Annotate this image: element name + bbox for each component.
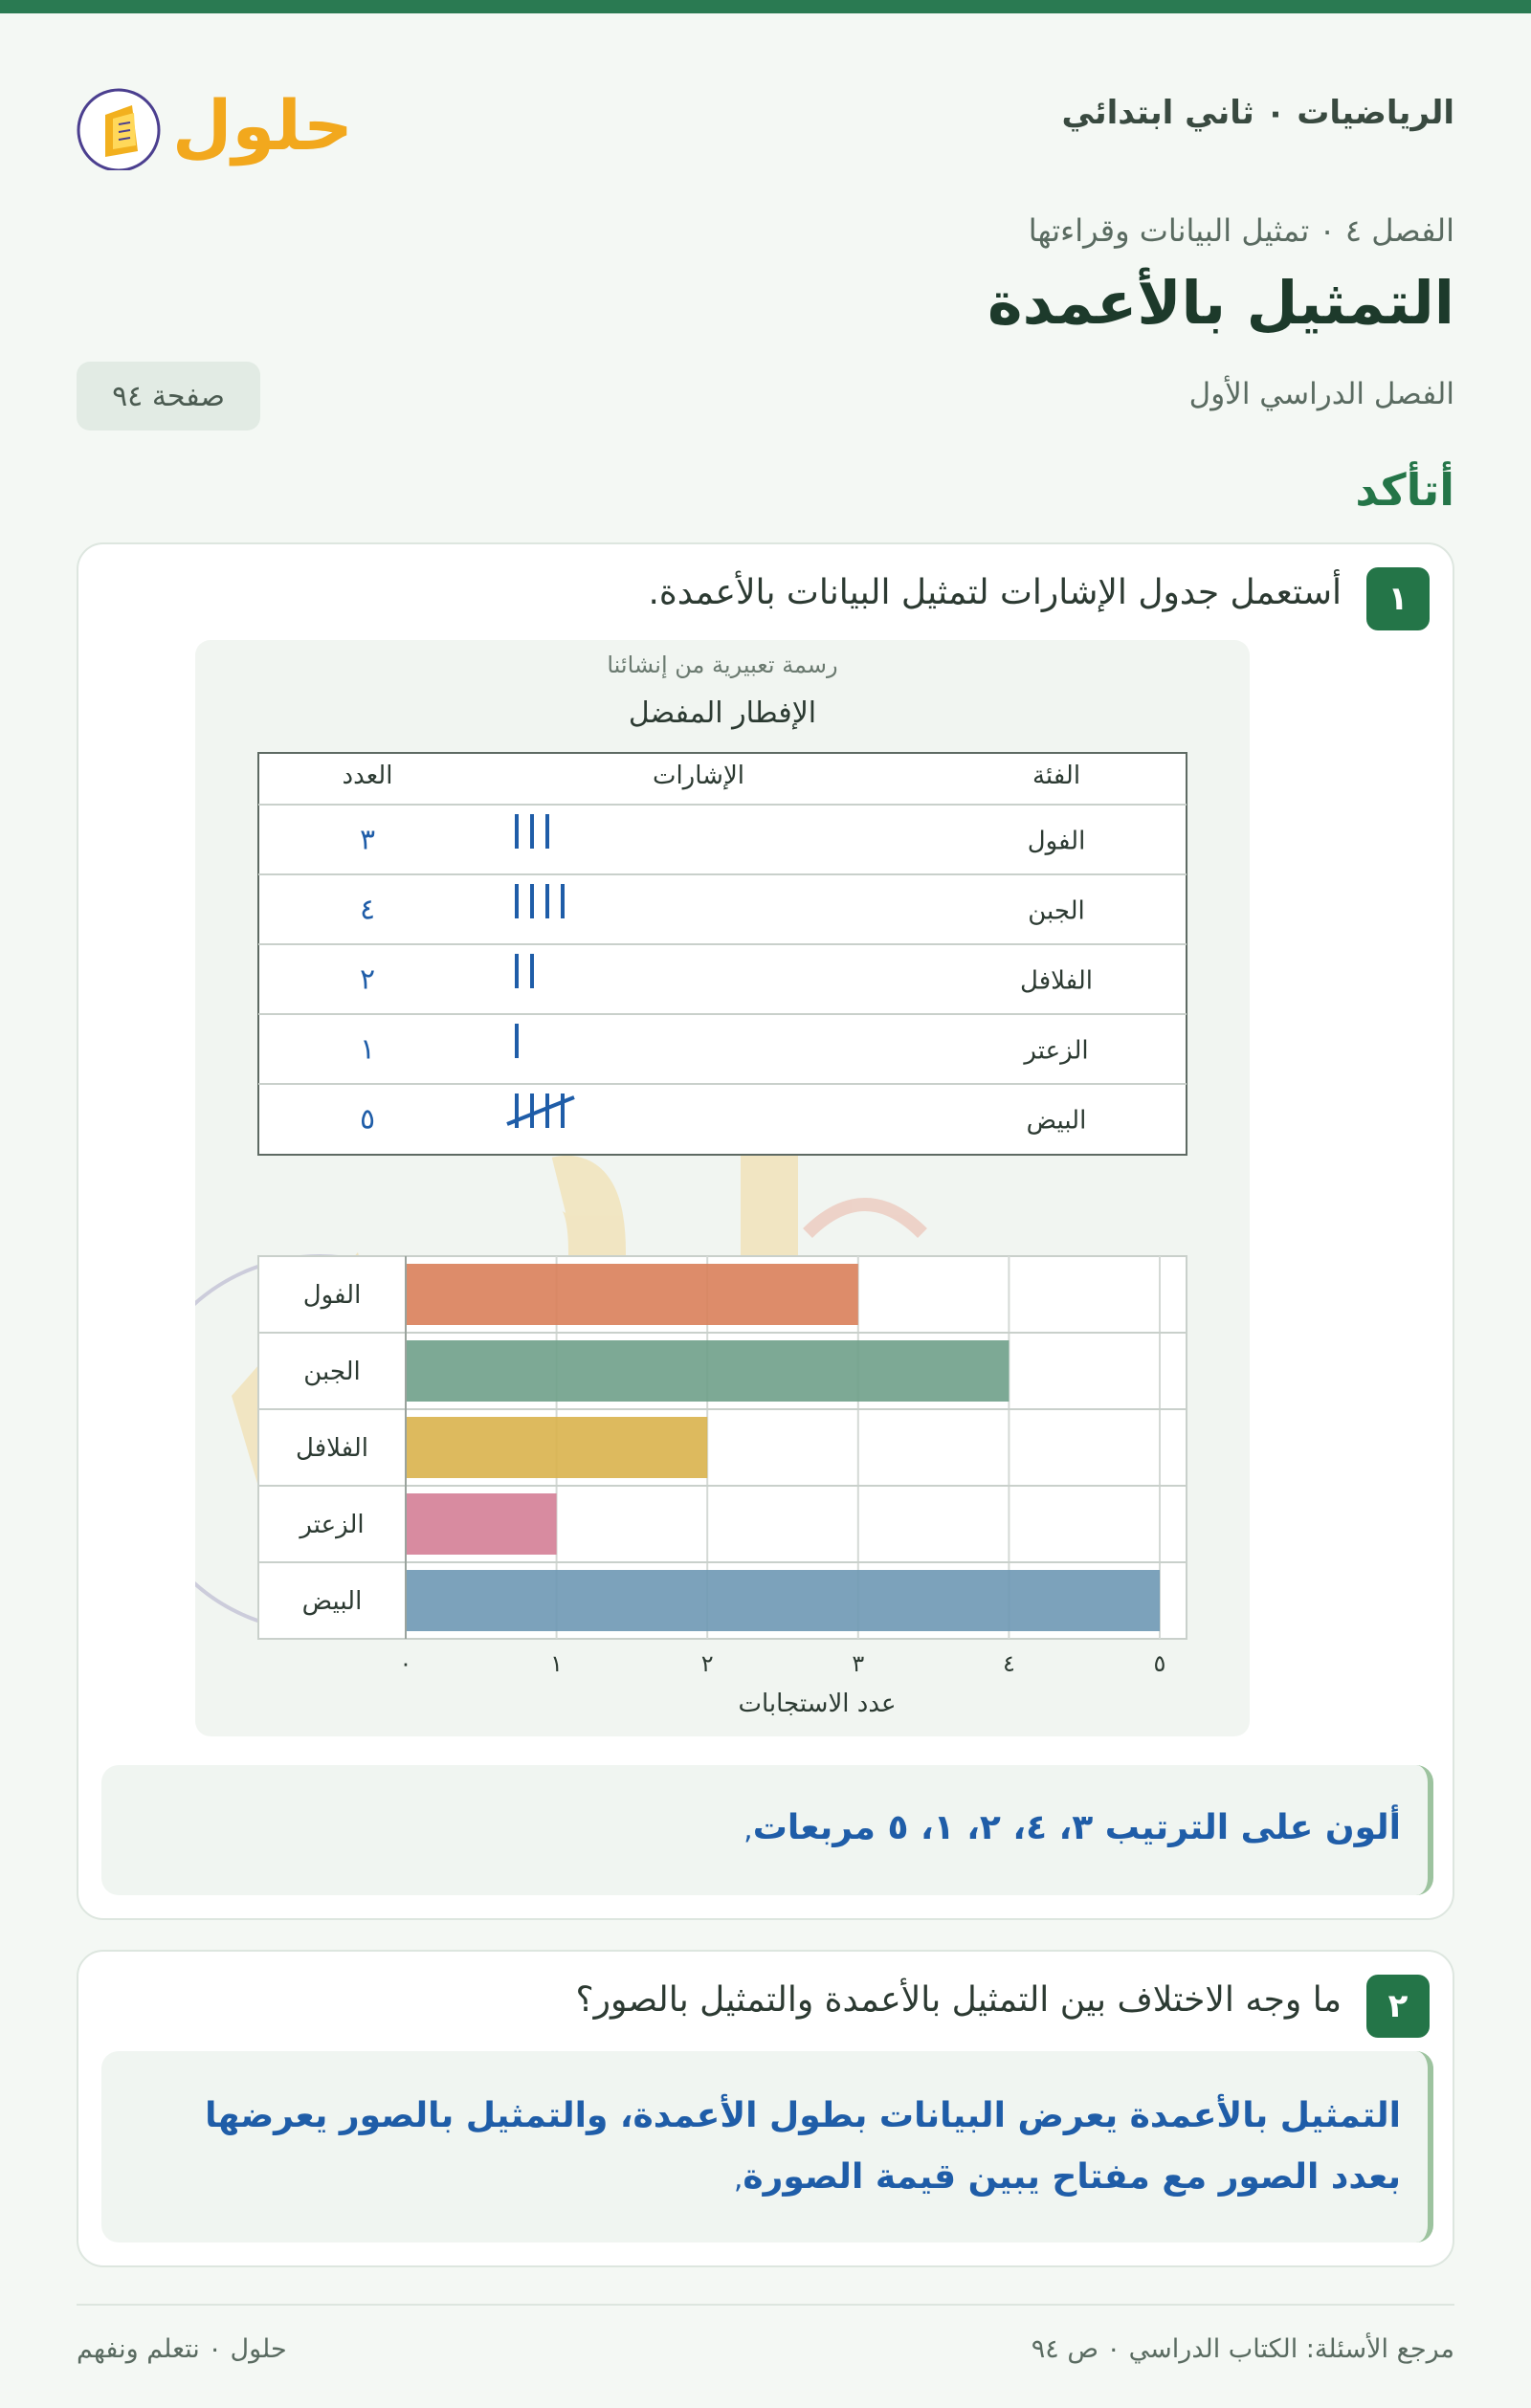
header-count: العدد	[342, 762, 393, 790]
question-card-1	[77, 542, 1454, 1920]
table-count-cell: ٣	[359, 823, 376, 857]
figure-drawing	[195, 640, 1250, 1736]
bar-category-label: البيض	[301, 1587, 363, 1616]
footer-tagline: حلول ٠ نتعلم ونفهم	[77, 2334, 287, 2364]
header-category: الفئة	[1032, 762, 1081, 790]
table-count-cell: ٥	[359, 1102, 376, 1137]
x-tick-label: ٢	[700, 1650, 714, 1677]
bar-category-label: الفول	[302, 1281, 362, 1310]
tally-table	[258, 753, 1187, 1155]
table-category-cell: الفلافل	[1020, 966, 1093, 996]
table-count-cell: ٢	[359, 962, 376, 997]
bar	[406, 1417, 707, 1478]
answer-text: ألون على الترتيب ٣، ٤، ٢، ١، ٥ مربعات,	[743, 1808, 1401, 1847]
question-number: ٢	[1366, 1975, 1430, 2038]
x-tick-label: ٤	[1002, 1650, 1015, 1677]
table-count-cell: ٤	[359, 893, 376, 927]
question-text: أستعمل جدول الإشارات لتمثيل البيانات بالأعمدة.	[648, 573, 1342, 612]
footer-divider	[77, 2304, 1454, 2306]
svg-text:حلول: حلول	[172, 85, 353, 166]
header-tally: الإشارات	[652, 762, 745, 790]
table-count-cell: ١	[359, 1032, 376, 1067]
answer-box	[101, 1765, 1433, 1895]
question-number: ١	[1366, 567, 1430, 630]
bar-chart	[258, 1256, 1187, 1677]
bar	[406, 1264, 858, 1325]
hulul-logo[interactable]	[77, 65, 354, 170]
bar	[406, 1340, 1009, 1402]
figure-caption: رسمة تعبيرية من إنشائنا	[607, 652, 838, 678]
x-axis-label: عدد الاستجابات	[738, 1690, 897, 1718]
figure-panel	[195, 640, 1250, 1736]
bar	[406, 1493, 557, 1555]
chapter-label: الفصل ٤ ٠ تمثيل البيانات وقراءتها	[1028, 212, 1454, 249]
question-card-2	[77, 1950, 1454, 2267]
footer-reference: مرجع الأسئلة: الكتاب الدراسي ٠ ص ٩٤	[1031, 2334, 1454, 2364]
section-title: أتأكد	[1355, 464, 1454, 516]
bar	[406, 1570, 1160, 1631]
table-category-cell: الجبن	[1028, 896, 1085, 926]
bar-category-label: الفلافل	[296, 1434, 368, 1463]
x-tick-label: ٠	[399, 1650, 412, 1677]
subject-label: الرياضيات ٠ ثاني ابتدائي	[1061, 94, 1454, 132]
x-tick-label: ١	[550, 1650, 564, 1677]
bar-category-label: الجبن	[303, 1358, 361, 1386]
question-text: ما وجه الاختلاف بين التمثيل بالأعمدة والتمثيل بالصور؟	[575, 1980, 1342, 2020]
tally-table-title: الإفطار المفضل	[628, 696, 817, 730]
table-category-cell: الزعتر	[1024, 1036, 1089, 1066]
bar-category-label: الزعتر	[300, 1511, 365, 1539]
term-label: الفصل الدراسي الأول	[1188, 377, 1454, 411]
top-accent-bar	[0, 0, 1531, 13]
x-tick-label: ٣	[852, 1650, 865, 1677]
answer-text: التمثيل بالأعمدة يعرض البيانات بطول الأعمدة، والتمثيل بالصور يعرضها بعدد الصور مع مفتاح يبين قيمة الصورة,	[205, 2096, 1401, 2197]
page-header	[77, 57, 1454, 172]
table-category-cell: الفول	[1027, 827, 1086, 856]
page-number-badge: صفحة ٩٤	[77, 362, 260, 431]
x-tick-label: ٥	[1153, 1650, 1166, 1677]
table-category-cell: البيض	[1026, 1106, 1087, 1136]
answer-box	[101, 2051, 1433, 2242]
page-title: التمثيل بالأعمدة	[987, 268, 1454, 338]
